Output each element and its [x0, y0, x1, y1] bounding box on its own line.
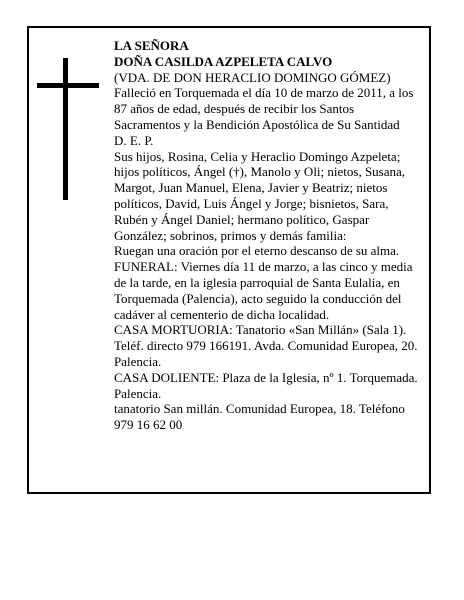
family-list: Sus hijos, Rosina, Celia y Heraclio Domingo Azpeleta; hijos políticos, Ángel (†), Manolo y Oli; nietos, Susana, Margot, Juan Manuel, Elena, Javier y Beatriz; nietos políticos, David, Luis Ángel y Jorge; bisnietos, Sara, Rubén y Ángel Daniel; hermano político, Gaspar González; sobrinos, primos y demás familia: [114, 148, 406, 243]
funeral-info: FUNERAL: Viernes día 11 de marzo, a las cinco y media de la tarde, en la iglesia parroquial de Santa Eulalia, en Torquemada (Palencia), acto seguido la conducción del cadáver al cementerio de dicha localidad. [114, 259, 413, 322]
cross-icon [37, 58, 99, 200]
deceased-name: DOÑA CASILDA AZPELETA CALVO [114, 53, 333, 69]
cross-horizontal-bar [37, 83, 99, 88]
contact-info: tanatorio San millán. Comunidad Europea, 18. Teléfono 979 16 62 00 [114, 401, 405, 433]
notice-title: LA SEÑORA [114, 38, 189, 53]
obituary-text [114, 38, 420, 433]
widow-of: (VDA. DE DON HERACLIO DOMINGO GÓMEZ) [114, 69, 391, 85]
cross-vertical-bar [63, 58, 68, 200]
death-info: Falleció en Torquemada el día 10 de marzo de 2011, a los 87 años de edad, después de recibir los Santos Sacramentos y la Bendición Apostólica de Su Santidad [114, 85, 414, 132]
mortuary-info: CASA MORTUORIA: Tanatorio «San Millán» (Sala 1). Teléf. directo 979 166191. Avda. Comunidad Europea, 20. Palencia. [114, 322, 418, 369]
mourning-house-info: CASA DOLIENTE: Plaza de la Iglesia, nº 1. Torquemada. Palencia. [114, 369, 418, 401]
rip: D. E. P. [114, 132, 154, 148]
prayer-request: Ruegan una oración por el eterno descanso de su alma. [114, 243, 400, 259]
